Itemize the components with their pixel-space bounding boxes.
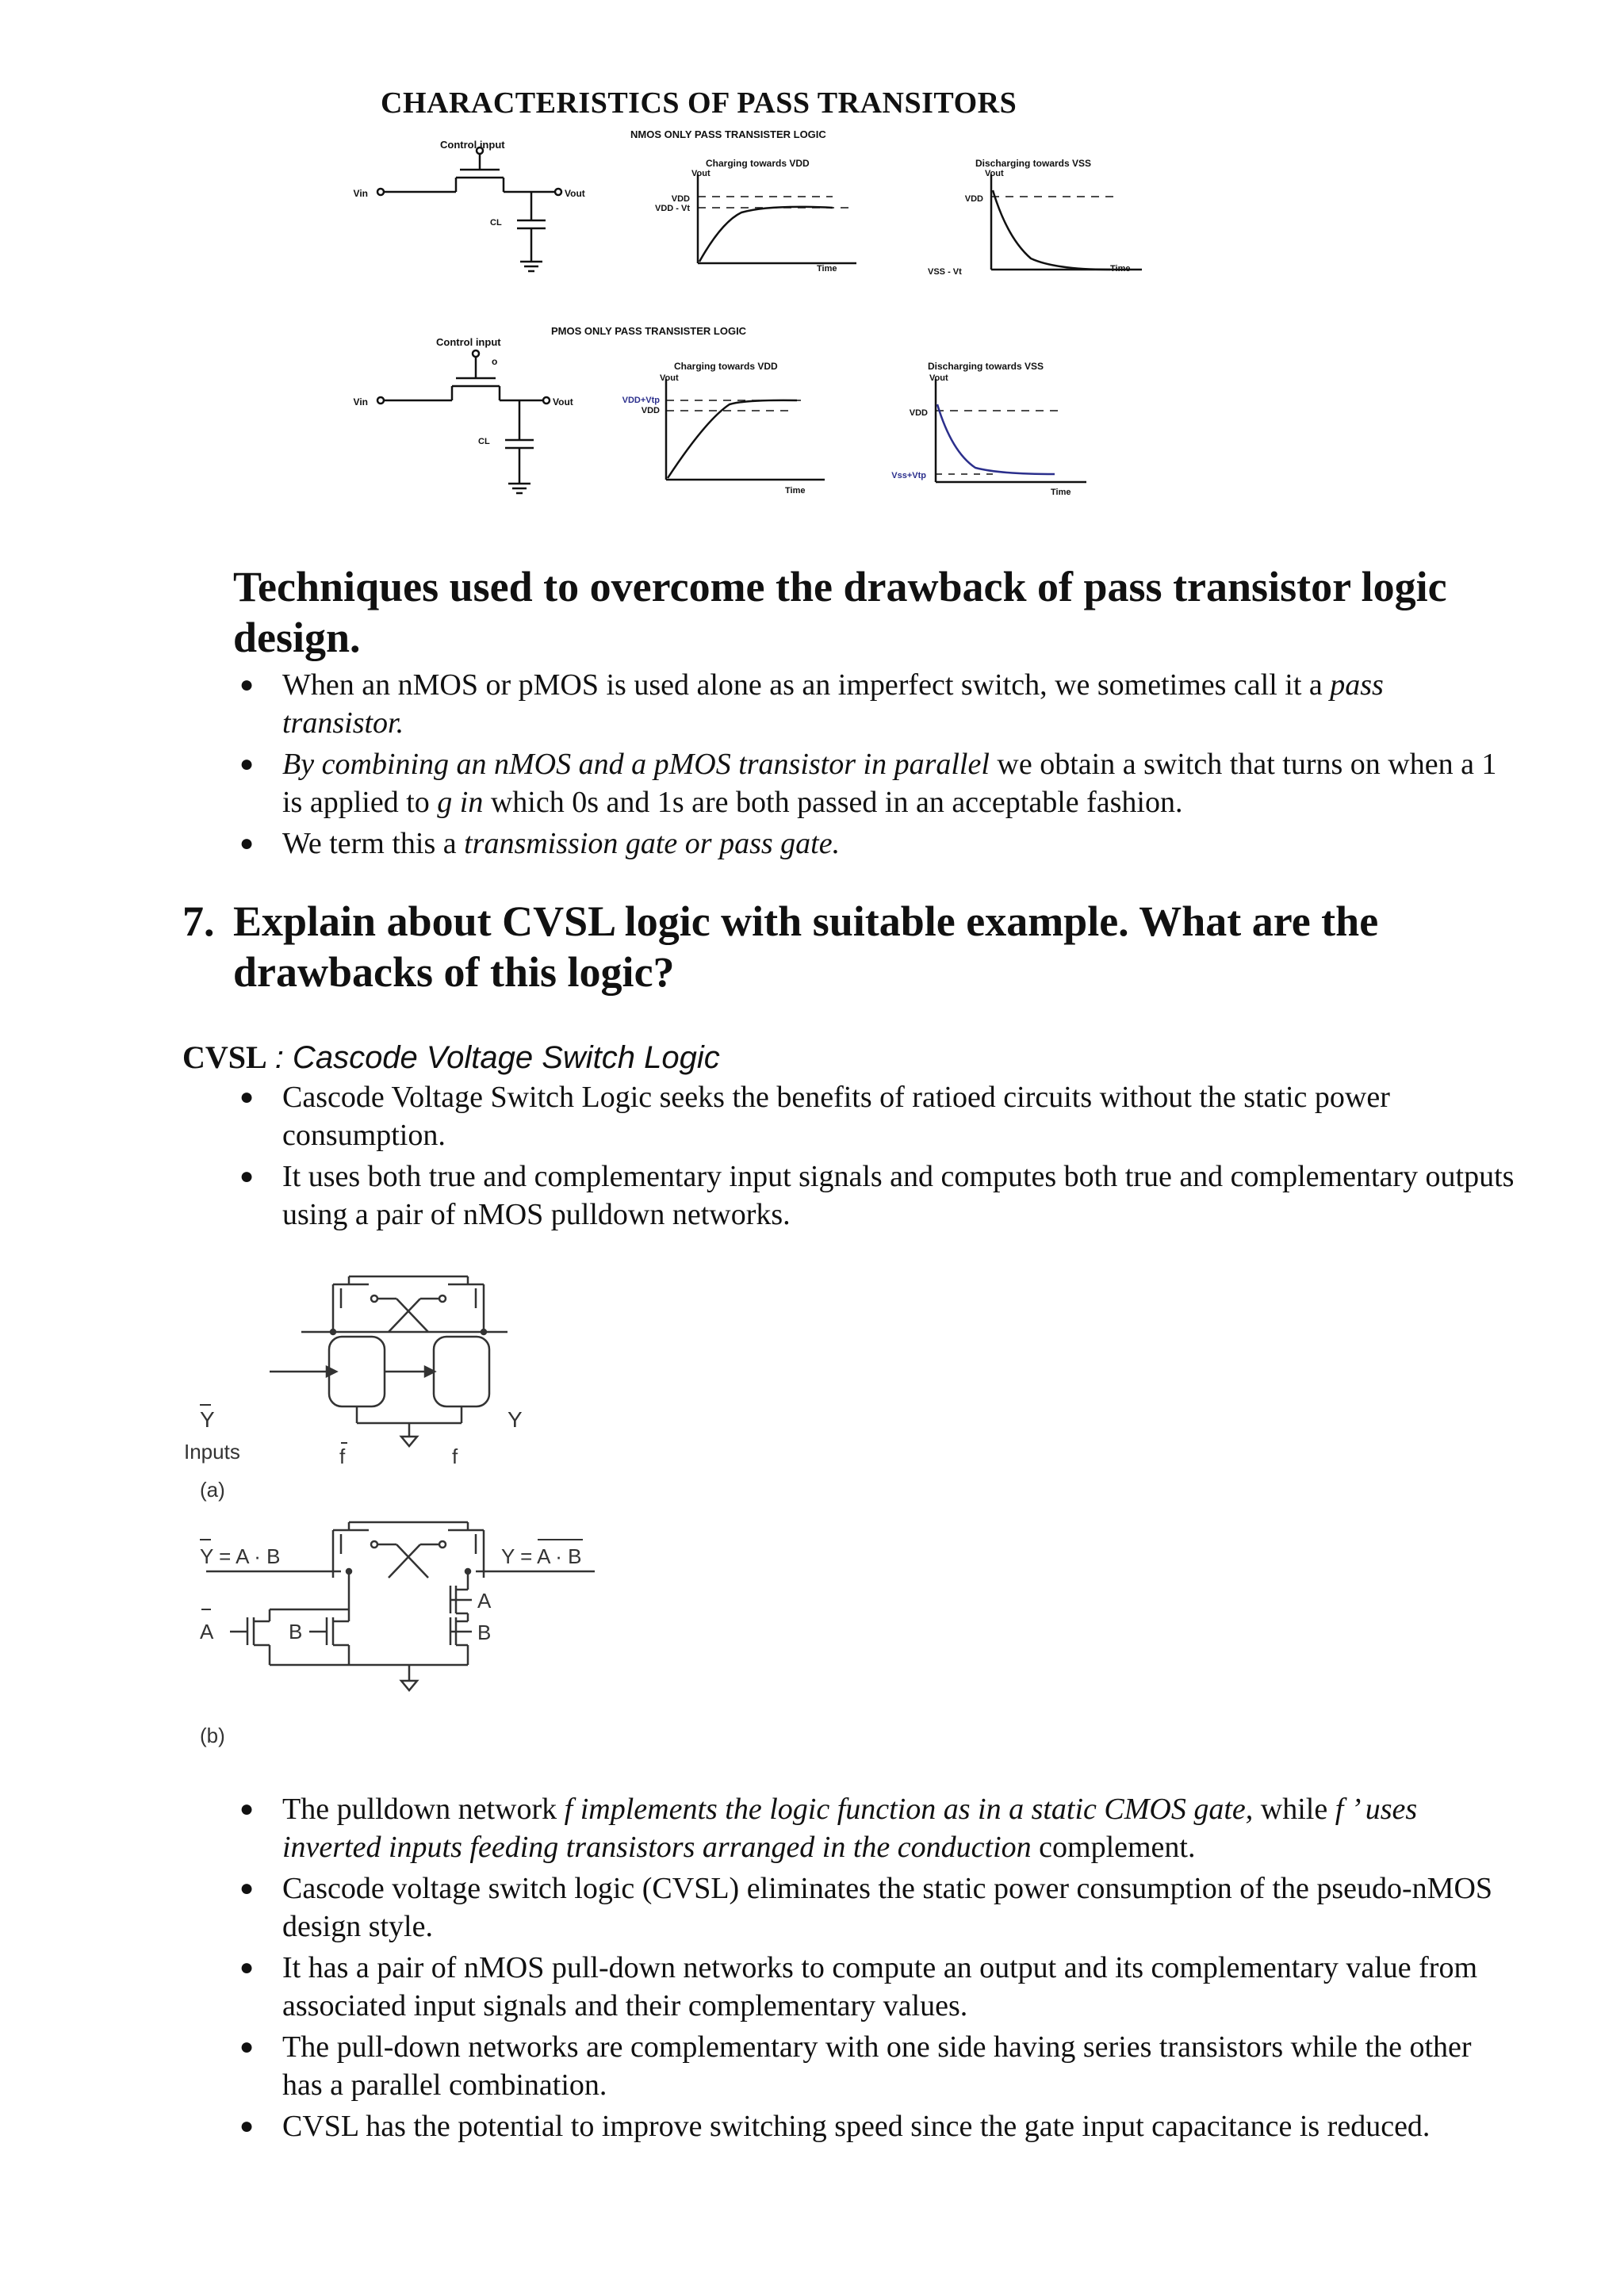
cvsl-a-y: Y <box>508 1407 523 1432</box>
list-item: ● When an nMOS or pMOS is used alone as an imperfect switch, we sometimes call it a pass transistor. <box>239 668 1384 740</box>
nmos-discharge-vss-vt: VSS - Vt <box>928 267 962 277</box>
list-item: ● CVSL has the potential to improve switching speed since the gate input capacitance is reduced. <box>239 2110 1431 2143</box>
techniques-list <box>233 666 1502 866</box>
list-item: ● By combining an nMOS and a pMOS transistor in parallel we obtain a switch that turns on when a 1 is applied to g in which 0s and 1s are both passed in an acceptable fashion. <box>239 748 1497 819</box>
pmos-charging-title: Charging towards VDD <box>674 361 778 372</box>
cvsl-b-bbar: B <box>289 1620 303 1644</box>
nmos-header: NMOS ONLY PASS TRANSISTER LOGIC <box>630 128 826 140</box>
list-item: ● It has a pair of nMOS pull-down networks to compute an output and its complementary value from associated input signals and their complementary values. <box>239 1951 1478 2022</box>
cvsl-definition <box>182 1039 720 1076</box>
nmos-discharge-vout: Vout <box>985 169 1004 178</box>
pmos-discharge-vout: Vout <box>929 373 948 383</box>
nmos-vin: Vin <box>353 188 368 199</box>
cvsl-label-b: (b) <box>200 1724 225 1747</box>
techniques-heading: Techniques used to overcome the drawback of pass transistor logic design. <box>233 563 1447 661</box>
question-text: Explain about CVSL logic with suitable example. What are the drawbacks of this logic? <box>233 897 1379 996</box>
cvsl-a-ybar: Y <box>200 1407 215 1432</box>
pmos-charge-time: Time <box>785 486 806 496</box>
nmos-discharge-vdd: VDD <box>964 194 983 204</box>
pmos-control-input: Control input <box>436 336 501 348</box>
cvsl-detail-list <box>233 1790 1518 2149</box>
pmos-vin: Vin <box>353 396 368 408</box>
pmos-discharge-vdd: VDD <box>909 408 928 418</box>
pmos-charge-vdd-vtp: VDD+Vtp <box>622 396 660 405</box>
cvsl-b-ybar-eq: Y = A · B <box>200 1544 281 1568</box>
pmos-charge-vout: Vout <box>660 373 679 383</box>
cvsl-b-abar: A <box>200 1620 214 1644</box>
pmos-header: PMOS ONLY PASS TRANSISTER LOGIC <box>551 325 747 337</box>
pmos-vout: Vout <box>553 396 573 408</box>
nmos-charge-vdd-vt: VDD - Vt <box>655 204 690 213</box>
pmos-discharge-time: Time <box>1051 488 1071 497</box>
cvsl-abbr: CVSL <box>182 1039 267 1075</box>
cvsl-label-a: (a) <box>200 1478 225 1502</box>
nmos-discharging-title: Discharging towards VSS <box>975 158 1092 169</box>
pmos-discharging-title: Discharging towards VSS <box>928 361 1044 372</box>
cvsl-b-a: A <box>477 1589 492 1613</box>
list-item: ● Cascode Voltage Switch Logic seeks the benefits of ratioed circuits without the static power consumption. <box>239 1081 1390 1152</box>
nmos-charge-time: Time <box>817 264 837 274</box>
cvsl-expansion: : Cascode Voltage Switch Logic <box>274 1040 720 1075</box>
question-7-heading <box>182 896 1530 997</box>
list-item: ● Cascode voltage switch logic (CVSL) eliminates the static power consumption of the pseudo-nMOS design style. <box>239 1872 1493 1943</box>
pass-transistor-figure <box>353 127 1166 507</box>
list-item: ● We term this a transmission gate or pass gate. <box>239 827 841 860</box>
pmos-bubble: o <box>492 356 498 367</box>
cvsl-b-y-eq: Y = A · B <box>501 1544 582 1568</box>
page-title: CHARACTERISTICS OF PASS TRANSITORS <box>381 86 1017 120</box>
nmos-discharge-time: Time <box>1110 264 1131 274</box>
question-number: 7. <box>182 897 215 945</box>
pmos-discharge-vss-vtp: Vss+Vtp <box>891 471 926 480</box>
cvsl-b-b: B <box>477 1621 492 1644</box>
nmos-charge-vdd: VDD <box>671 194 690 204</box>
list-item: ● The pull-down networks are complementary with one side having series transistors while the other has a parallel combination. <box>239 2030 1472 2102</box>
list-item: ● The pulldown network f implements the logic function as in a static CMOS gate, while f ’ uses inverted inputs feeding transistors arranged in the conduction complement. <box>239 1793 1418 1864</box>
nmos-vout: Vout <box>565 188 585 199</box>
cvsl-a-fbar: f <box>339 1445 346 1468</box>
nmos-cl: CL <box>490 218 502 228</box>
cvsl-figure <box>184 1269 634 1760</box>
pmos-charge-vdd: VDD <box>641 406 660 415</box>
pmos-cl: CL <box>478 437 490 446</box>
nmos-charging-title: Charging towards VDD <box>706 158 810 169</box>
list-item: ● It uses both true and complementary input signals and computes both true and complementary outputs using a pair of nMOS pulldown networks. <box>239 1160 1515 1231</box>
cvsl-intro-list <box>233 1078 1518 1237</box>
nmos-charge-vout: Vout <box>691 169 710 178</box>
cvsl-a-f: f <box>452 1445 458 1468</box>
nmos-control-input: Control input <box>440 139 505 151</box>
cvsl-a-inputs: Inputs <box>184 1440 240 1464</box>
